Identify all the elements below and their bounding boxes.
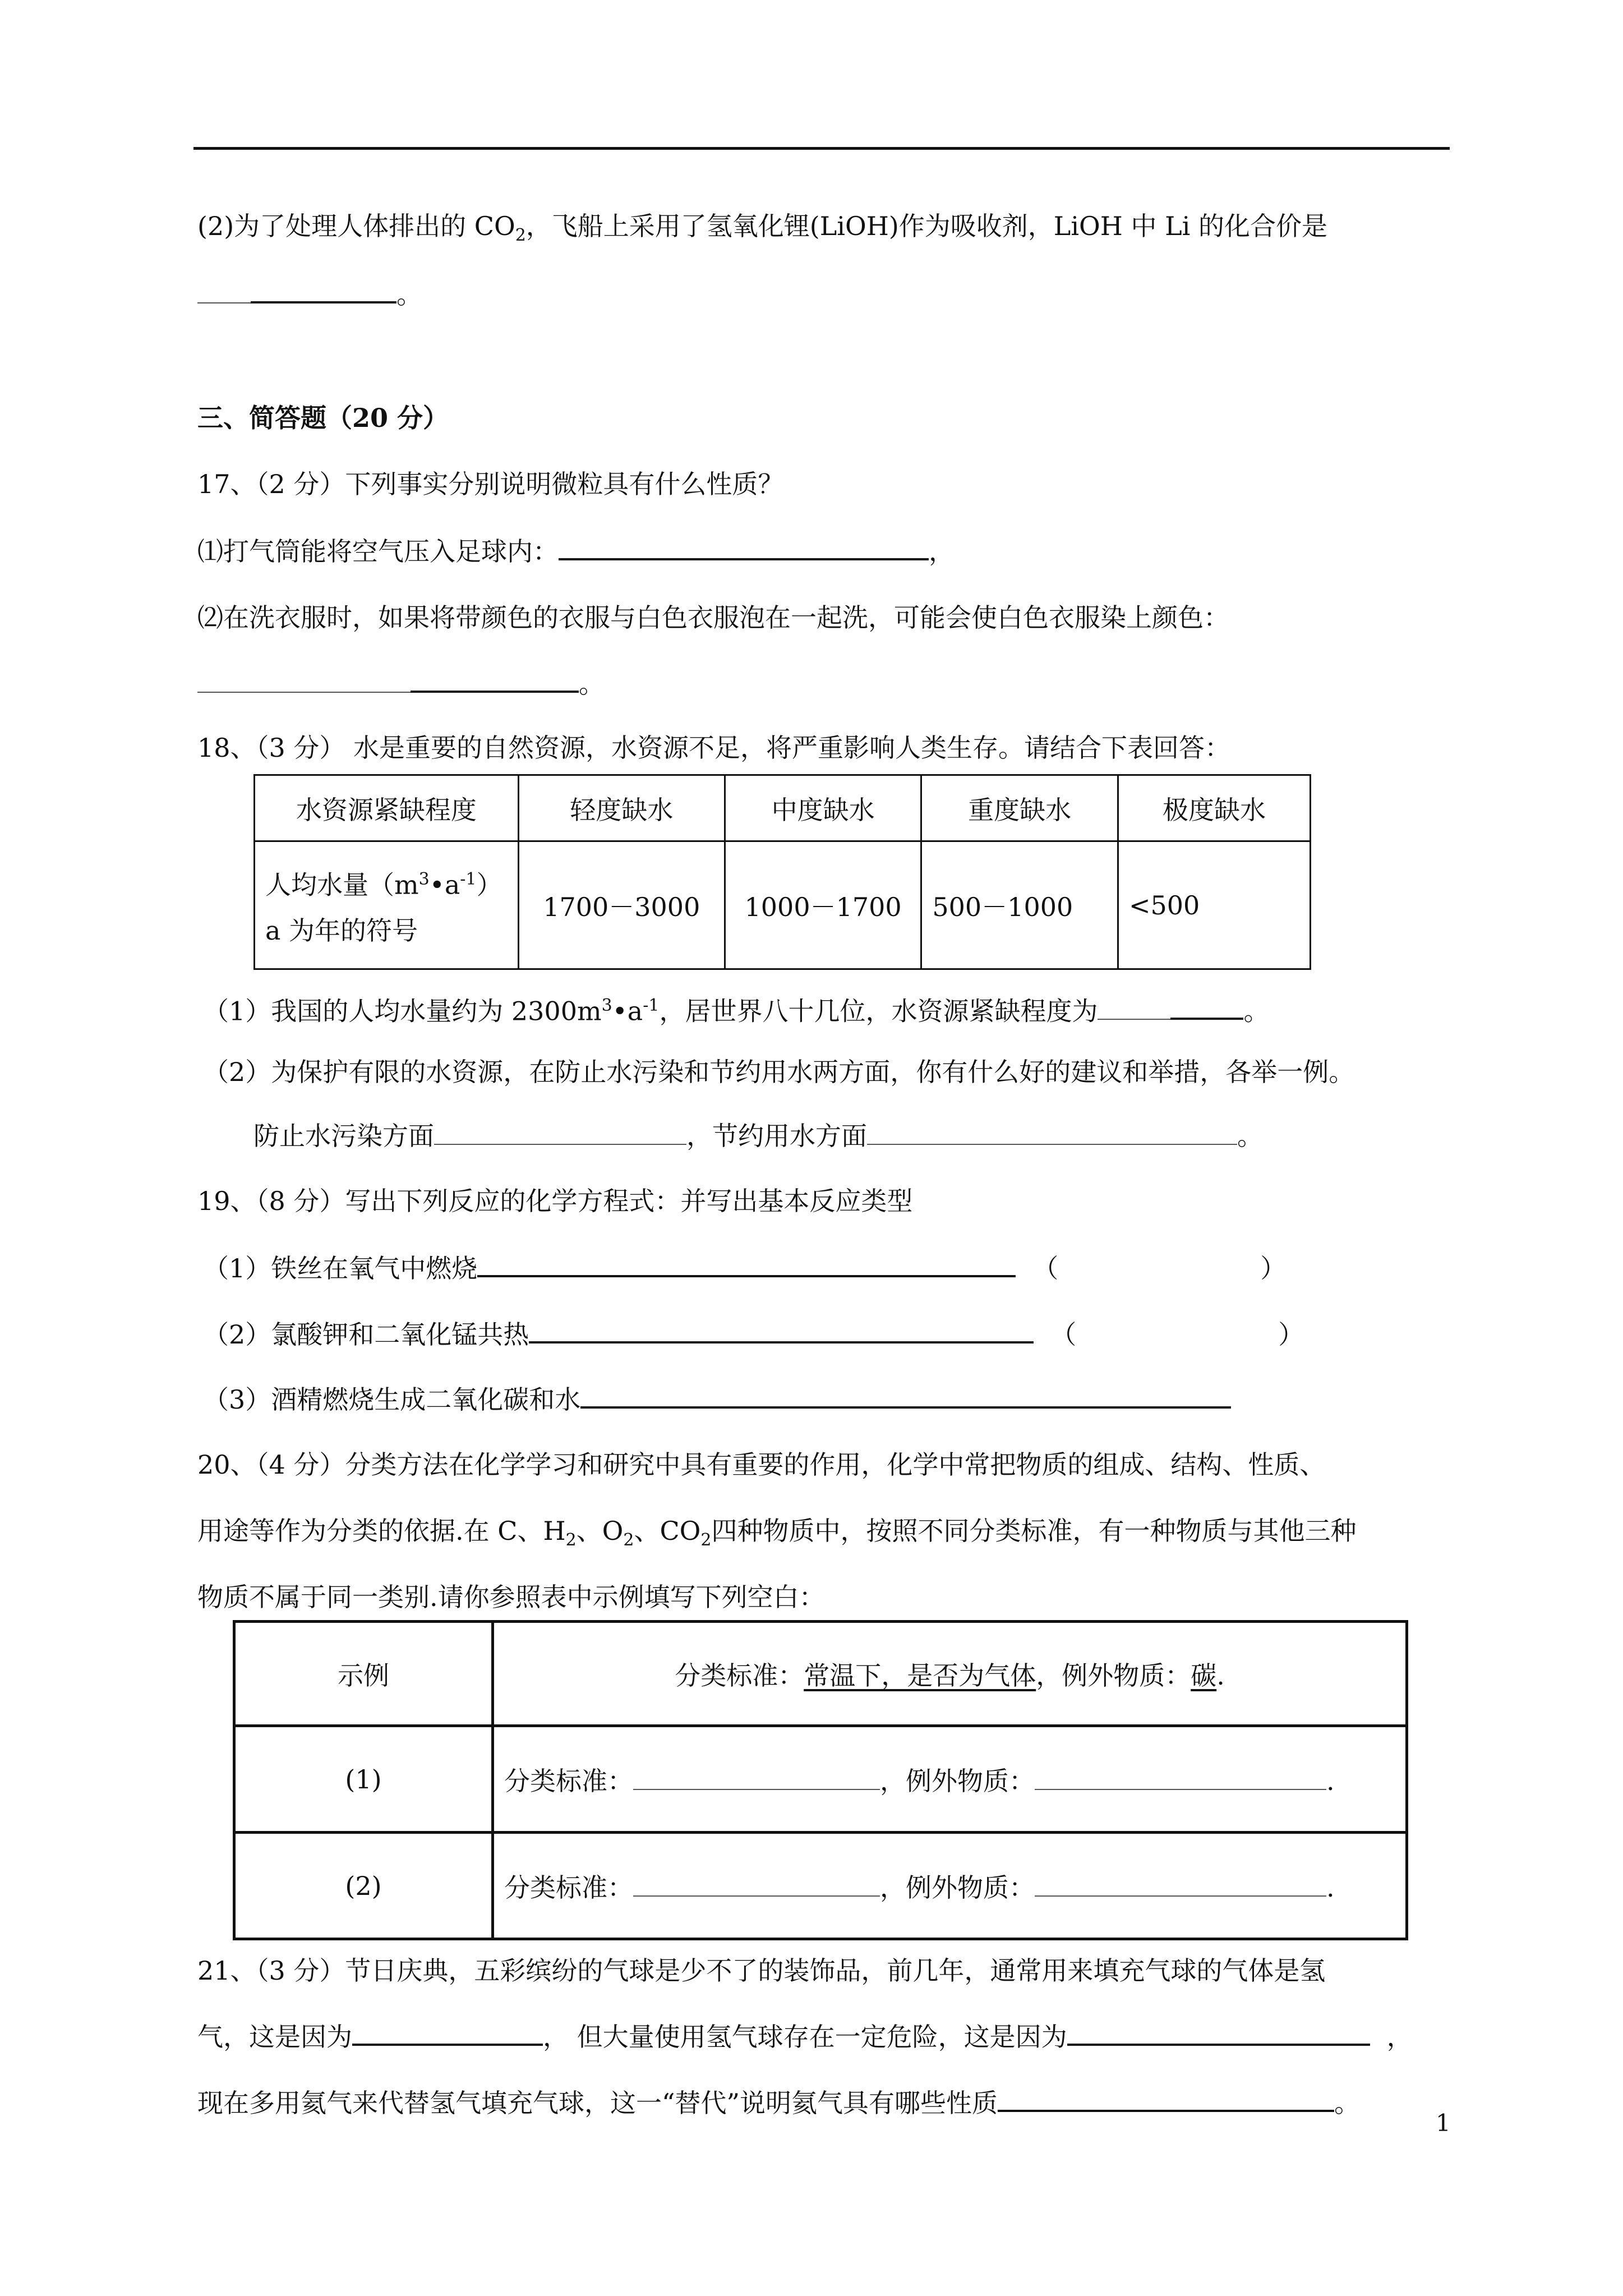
answer-blank[interactable] [1098,996,1170,1020]
q19-part1: （1）铁丝在氧气中燃烧 （ ） [203,1253,1287,1283]
answer-blank[interactable] [633,1766,880,1790]
q18-part3: 防止水污染方面 ，节约用水方面 。 [253,1121,1263,1151]
answer-blank[interactable] [352,2021,543,2046]
answer-blank[interactable] [434,1121,686,1145]
answer-blank[interactable] [411,668,579,693]
table-header: 重度缺水 [921,775,1118,841]
q18-stem: 18、（3 分） 水是重要的自然资源，水资源不足，将严重影响人类生存。请结合下表回答： [197,733,1231,763]
answer-blank[interactable] [633,1873,880,1897]
answer-blank[interactable] [477,1253,1016,1277]
table-cell: 1700－3000 [518,841,725,969]
table-row-label: 示例 [234,1622,493,1726]
table-row-label: (1) [234,1726,493,1833]
q16-part2-line2: 。 [197,276,422,313]
answer-blank[interactable] [1035,1873,1326,1897]
q16-part2-line1: (2)为了处理人体排出的 $CO_2$，飞船上采用了氢氧化锂(LiOH)作为吸收剂，LiOH 中 Li 的化合价是 [197,211,1327,246]
q18-part1: （1）我国的人均水量约为 $2300m^3•a^{-1}$，居世界八十几位，水资源紧缺程度为 。 [203,996,1270,1027]
answer-blank[interactable] [1067,2021,1370,2046]
classification-table [233,1620,1408,1940]
answer-blank[interactable] [580,1384,1231,1409]
answer-blank[interactable] [1170,995,1243,1020]
answer-blank[interactable] [998,2087,1334,2112]
water-scarcity-table [253,774,1311,970]
q17-part1: ⑴打气筒能将空气压入足球内： ， [197,536,955,567]
q21-line2: 气，这是因为 ， 但大量使用氢气球存在一定危险，这是因为 ， [197,2022,1413,2052]
q20-line3: 物质不属于同一类别.请你参照表中示例填写下列空白： [197,1582,825,1612]
answer-blank[interactable] [251,279,396,303]
q19-part3: （3）酒精燃烧生成二氧化碳和水 [203,1381,1231,1418]
answer-blank[interactable] [197,280,251,303]
q17-part2-blank-line: 。 [197,665,605,702]
q19-stem: 19、（8 分）写出下列反应的化学方程式：并写出基本反应类型 [197,1186,913,1216]
section-title: 三、简答题（20 分） [197,403,449,433]
example-row: 分类标准：常温下，是否为气体，例外物质：碳. [493,1622,1407,1726]
q21-line3: 现在多用氦气来代替氢气填充气球，这一“替代”说明氦气具有哪些性质 。 [197,2088,1361,2118]
table-header: 中度缺水 [725,775,921,841]
answer-blank[interactable] [559,536,929,560]
table-row-label: (2) [234,1833,493,1939]
header-rule [193,147,1450,150]
q17-stem: 17、（2 分）下列事实分别说明微粒具有什么性质？ [197,469,784,499]
table-header: 极度缺水 [1118,775,1310,841]
page-number: 1 [1436,2109,1451,2137]
table-header: 轻度缺水 [518,775,725,841]
table-header: 水资源紧缺程度 [255,775,519,841]
table-cell: 1000－1700 [725,841,921,969]
q19-part2: （2）氯酸钾和二氧化锰共热 （ ） [203,1319,1304,1350]
q18-part2: （2）为保护有限的水资源，在防止水污染和节约用水两方面，你有什么好的建议和举措，各举一例。 [203,1057,1355,1087]
table-cell: <500 [1118,841,1310,969]
table-cell: 500－1000 [921,841,1118,969]
answer-blank[interactable] [197,669,411,693]
answer-blank[interactable] [867,1121,1237,1145]
table-row-label: 人均水量$(m^3•a^{-1})$ a 为年的符号 [255,841,519,969]
q21-line1: 21、（3 分）节日庆典，五彩缤纷的气球是少不了的装饰品，前几年，通常用来填充气球的气体是氢 [197,1955,1326,1986]
q20-line2: 用途等作为分类的依据.在 C、$H_2$、$O_2$、$CO_2$四种物质中，按照不同分类标准，有一种物质与其他三种 [197,1516,1357,1550]
answer-blank[interactable] [529,1319,1034,1343]
q20-line1: 20、（4 分）分类方法在化学学习和研究中具有重要的作用，化学中常把物质的组成、结构、性质、 [197,1450,1326,1480]
fill-row-1: 分类标准： ，例外物质： . [493,1726,1407,1833]
answer-blank[interactable] [1035,1766,1326,1790]
q17-part2: ⑵在洗衣服时，如果将带颜色的衣服与白色衣服泡在一起洗，可能会使白色衣服染上颜色： [197,602,1229,633]
fill-row-2: 分类标准： ，例外物质： . [493,1833,1407,1939]
